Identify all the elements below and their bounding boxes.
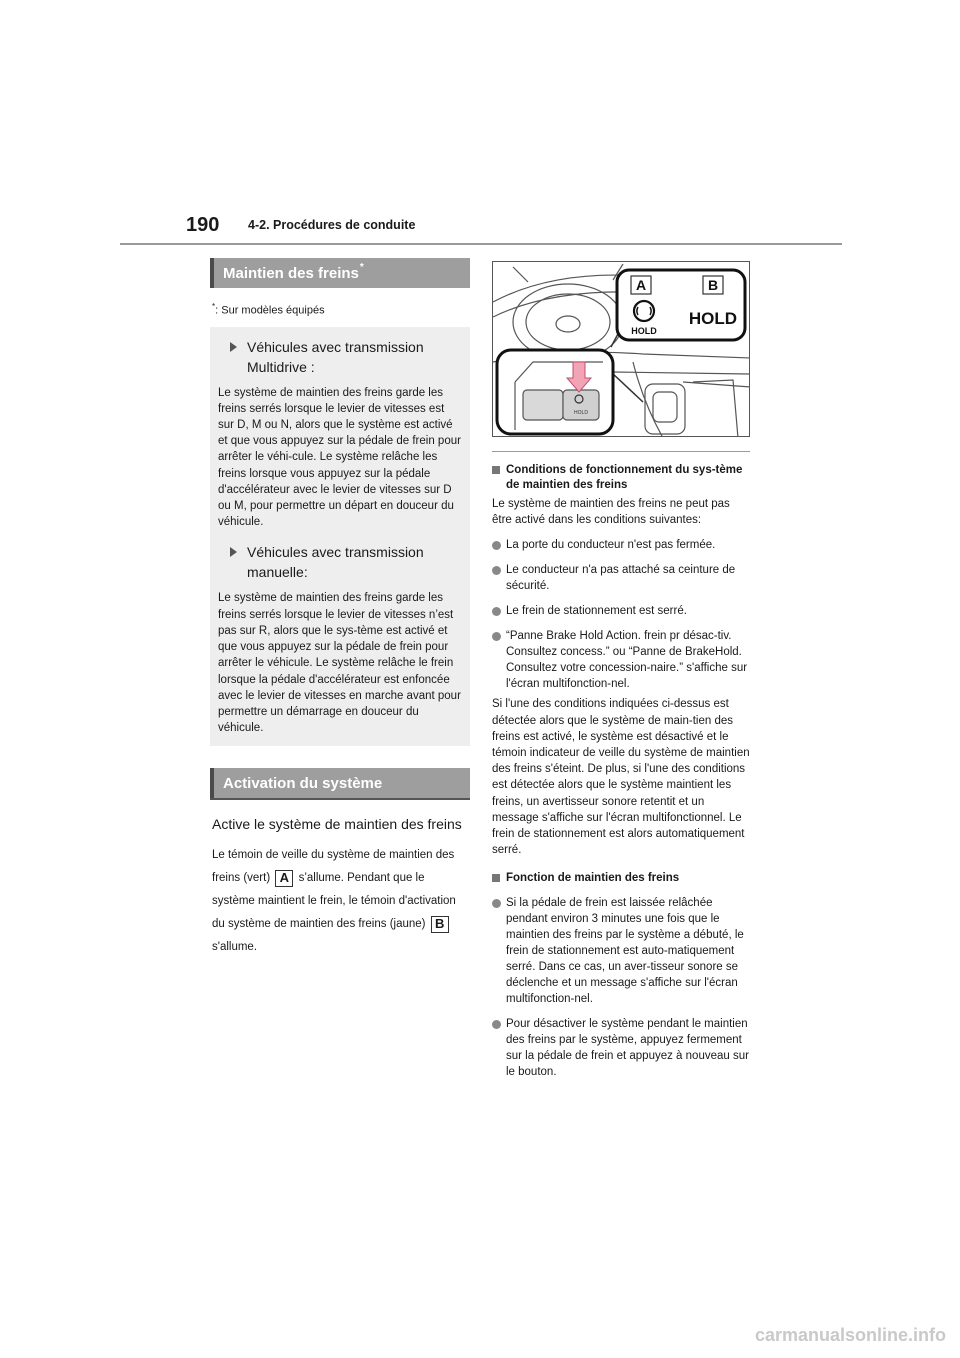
hold-small-text: HOLD bbox=[631, 326, 657, 336]
activation-heading: Active le système de maintien des freins bbox=[212, 816, 462, 833]
transmission-info-box bbox=[210, 327, 470, 747]
list-item bbox=[492, 603, 750, 619]
bullet-dot-icon bbox=[492, 566, 501, 575]
callout-label-b: B bbox=[707, 277, 719, 293]
multidrive-text: Le système de maintien des freins garde les freins serrés lorsque le levier de vitesses est sur D, M ou N, alors que le système est activé et que vous appuyez sur la pédale de frein pour arrêter le véhi-cule. Le système relâche les freins lorsque vous appuyez sur la pédale d'accélérateur avec le levier de vitesses sur D ou M, pour permettre un départ en douceur du véhicule. bbox=[218, 386, 461, 529]
brake-hold-illustration bbox=[492, 261, 750, 437]
list-item-text: “Panne Brake Hold Action. frein pr désac-tiv. Consultez concess.” ou “Panne de BrakeHold. Consultez votre concession-naire.” s'affiche sur l'écran multifonction-nel. bbox=[506, 630, 748, 691]
activation-text-part1: Le témoin de veille du système de maintien des freins (vert) bbox=[212, 849, 455, 885]
activation-title-text: Activation du système bbox=[223, 774, 383, 792]
section-title-activation bbox=[210, 768, 470, 798]
manual-heading-text: Véhicules avec transmission manuelle: bbox=[247, 544, 424, 581]
list-item bbox=[492, 895, 750, 1007]
label-a-badge: A bbox=[275, 870, 293, 887]
footnote bbox=[212, 302, 470, 317]
list-item bbox=[492, 1016, 750, 1080]
multidrive-heading-text: Véhicules avec transmission Multidrive : bbox=[247, 338, 424, 375]
header-rule bbox=[120, 243, 842, 245]
list-item-text: Pour désactiver le système pendant le maintien des freins par le système, appuyez fermement sur la pédale de frein et appuyez à nouveau sur le bouton. bbox=[506, 1018, 749, 1079]
conditions-heading-text: Conditions de fonctionnement du sys-tème de maintien des freins bbox=[506, 464, 743, 491]
page-number: 190 bbox=[186, 214, 220, 236]
right-column bbox=[492, 261, 750, 1080]
list-item-text: Le conducteur n'a pas attaché sa ceinture de sécurité. bbox=[506, 564, 736, 593]
footnote-text: : Sur modèles équipés bbox=[215, 304, 325, 317]
list-item-text: Le frein de stationnement est serré. bbox=[506, 605, 687, 618]
label-b-badge: B bbox=[431, 916, 449, 933]
list-item bbox=[492, 628, 750, 692]
section-title-text: Maintien des freins bbox=[223, 264, 359, 282]
illustration-rule bbox=[492, 451, 750, 452]
square-bullet-icon bbox=[492, 466, 500, 474]
conditions-intro: Le système de maintien des freins ne peut pas être activé dans les conditions suivantes: bbox=[492, 498, 730, 527]
bullet-dot-icon bbox=[492, 541, 501, 550]
activation-text bbox=[212, 844, 470, 959]
list-item-text: Si la pédale de frein est laissée relâchée pendant environ 3 minutes une fois que le maintien des freins par le système a débuté, le frein de stationnement est auto-matiquement serré. Dans ce cas, un aver-tisseur sonore se déclenche et un message s'affiche sur l'écran multifonction-nel. bbox=[506, 897, 744, 1006]
activation-text-part2: s’allume. Pendant que le système maintient le frein, le témoin d'activation du système de maintien des freins (jaune) bbox=[212, 872, 456, 931]
section-title-brake-hold bbox=[210, 258, 470, 288]
triangle-right-icon bbox=[230, 342, 237, 352]
activation-text-part3: s'allume. bbox=[212, 941, 258, 954]
manual-text: Le système de maintien des freins garde les freins serrés lorsque le levier de vitesses n’est pas sur R, alors que le sys-tème est activé et que vous appuyez sur la pédale de frein pour arrêter le véhicule. Le système relâche le frein lorsque la pédale d'accélérateur est enfoncée avec le levier de vitesses en marche avant pour permettre un démarrage en douceur du véhicule. bbox=[218, 592, 461, 735]
bullet-dot-icon bbox=[492, 1020, 501, 1029]
multidrive-heading bbox=[218, 337, 462, 377]
list-item-text: La porte du conducteur n'est pas fermée. bbox=[506, 539, 716, 552]
button-hold-text: HOLD bbox=[574, 410, 588, 416]
list-item bbox=[492, 537, 750, 553]
list-item bbox=[492, 562, 750, 594]
manual-heading bbox=[218, 542, 462, 582]
square-bullet-icon bbox=[492, 874, 500, 882]
function-heading bbox=[492, 871, 750, 886]
conditions-heading bbox=[492, 463, 750, 493]
title-asterisk: * bbox=[359, 261, 364, 273]
bullet-dot-icon bbox=[492, 607, 501, 616]
section-header: 4-2. Procédures de conduite bbox=[248, 218, 416, 232]
cockpit-illustration bbox=[493, 262, 750, 437]
hold-large-text: HOLD bbox=[688, 309, 738, 328]
watermark: carmanualsonline.info bbox=[754, 1325, 946, 1345]
conditions-paragraph: Si l'une des conditions indiquées ci-dessus est détectée alors que le système de main-tien des freins est activé, le système est désactivé et le témoin indicateur de veille du système de maintien des freins s'éteint. De plus, si l'une des conditions est détectée alors que le système maintient les freins, un avertisseur sonore retentit et un message s'affiche sur l'écran multifonctionnel. Le frein de stationnement est alors automatiquement serré. bbox=[492, 698, 750, 857]
activation-title-wrap bbox=[210, 768, 470, 800]
bullet-dot-icon bbox=[492, 899, 501, 908]
triangle-right-icon bbox=[230, 547, 237, 557]
footnote-marker: * bbox=[212, 302, 216, 311]
bullet-dot-icon bbox=[492, 632, 501, 641]
function-heading-text: Fonction de maintien des freins bbox=[506, 872, 680, 885]
callout-label-a: A bbox=[635, 277, 647, 293]
left-column bbox=[210, 258, 470, 959]
